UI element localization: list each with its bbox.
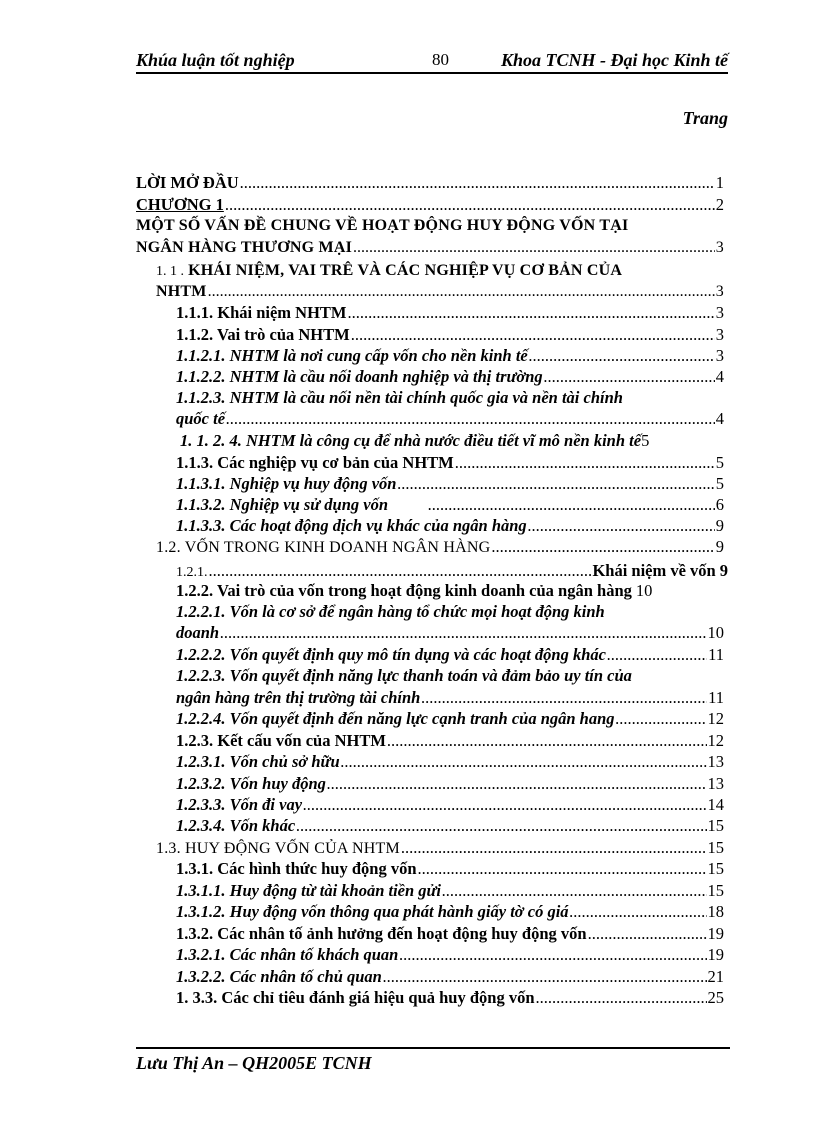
toc-entry[interactable]: doanh ..... 10 (176, 623, 724, 643)
toc-entry[interactable]: 1.1.3.2. Nghiệp vụ sử dụng vốn ..... 6 (176, 495, 724, 515)
toc-entry[interactable]: 1.2.3.4. Vốn khác ..... 15 (176, 816, 724, 836)
toc-entry[interactable]: 1.3.1.1. Huy động từ tài khoản tiền gửi ..... 15 (176, 881, 724, 901)
toc-entry[interactable]: 1.1.1. Khái niệm NHTM ..... 3 (176, 303, 724, 323)
toc-entry[interactable]: NGÂN HÀNG THƯƠNG MẠI ..... 3 (136, 238, 724, 258)
toc-entry[interactable]: 1.2.2.4. Vốn quyết định đến năng lực cạnh tranh của ngân hang ..... 12 (176, 709, 724, 729)
toc-entry[interactable]: 1.1.3.1. Nghiệp vụ huy động vốn ..... 5 (176, 474, 724, 494)
toc-page-column-label: Trang (682, 108, 728, 128)
toc-entry-line1[interactable]: 1.2.2.3. Vốn quyết định năng lực thanh toán và đảm bảo uy tín của (176, 666, 632, 685)
toc-entry[interactable]: 1.1.2. Vai trò của NHTM ..... 3 (176, 325, 724, 345)
toc-entry[interactable]: 1. 1. 2. 4. NHTM là công cụ để nhà nước điều tiết vĩ mô nền kinh tế 5 (180, 431, 650, 450)
toc-entry[interactable]: 1.2.2. Vai trò của vốn trong hoạt động kinh doanh của ngân hàng 10 (176, 581, 653, 600)
toc-entry[interactable]: 1.3.1. Các hình thức huy động vốn ..... 15 (176, 859, 724, 879)
page-footer: Lưu Thị An – QH2005E TCNH (136, 1053, 372, 1073)
toc-entry[interactable]: 1.3.2.2. Các nhân tố chủ quan ..... 21 (176, 967, 724, 987)
toc-entry[interactable]: 1.2.2.2. Vốn quyết định quy mô tín dụng và các hoạt động khác ..... 11 (176, 645, 724, 665)
toc-entry[interactable]: CHƯƠNG 1 ..... 2 (136, 195, 724, 215)
toc-entry[interactable]: ngân hàng trên thị trường tài chính ..... 11 (176, 688, 724, 708)
toc-entry[interactable]: NHTM ..... 3 (156, 282, 724, 302)
toc-entry[interactable]: 1.2.3.3. Vốn đi vay ..... 14 (176, 795, 724, 815)
toc-entry[interactable]: 1.1.3.3. Các hoạt động dịch vụ khác của ngân hàng ..... 9 (176, 516, 724, 536)
toc-entry[interactable]: 1.2.3.1. Vốn chủ sở hữu ..... 13 (176, 752, 724, 772)
toc-entry[interactable]: 1.2.3. Kết cấu vốn của NHTM ..... 12 (176, 731, 724, 751)
toc-entry[interactable]: 1.2.3.2. Vốn huy động ..... 13 (176, 774, 724, 794)
toc-entry[interactable]: 1. 3.3. Các chỉ tiêu đánh giá hiệu quả huy động vốn ..... 25 (176, 988, 724, 1008)
toc-entry-line1[interactable]: 1.1.2.3. NHTM là cầu nối nền tài chính quốc gia và nền tài chính (176, 388, 623, 407)
toc-entry[interactable]: 1.1.2.1. NHTM là nơi cung cấp vốn cho nền kinh tế ..... 3 (176, 346, 724, 366)
page-header (136, 46, 728, 74)
toc-entry[interactable]: 1.3. HUY ĐỘNG VỐN CỦA NHTM ..... 15 (156, 838, 724, 859)
toc-entry-line1[interactable]: 1.2.2.1. Vốn là cơ sở để ngân hàng tổ chức mọi hoạt động kinh (176, 602, 605, 621)
toc-entry[interactable]: 1.3.1.2. Huy động vốn thông qua phát hành giấy tờ có giá ..... 18 (176, 902, 724, 922)
toc-entry[interactable]: LỜI MỞ ĐẦU ..... 1 (136, 173, 724, 193)
toc-entry[interactable]: 1.3.2. Các nhân tố ảnh hưởng đến hoạt động huy động vốn ..... 19 (176, 924, 724, 944)
toc-entry[interactable]: 1.3.2.1. Các nhân tố khách quan ..... 19 (176, 945, 724, 965)
toc-entry[interactable]: 1.2.1. ..... Khái niệm về vốn 9 (176, 561, 728, 583)
toc-entry[interactable]: 1.2. VỐN TRONG KINH DOANH NGÂN HÀNG ..... 9 (156, 537, 724, 558)
toc-entry-line1[interactable]: 1. 1 . KHÁI NIỆM, VAI TRÊ VÀ CÁC NGHIỆP VỤ CƠ BẢN CỦA (156, 262, 623, 279)
footer-divider (136, 1047, 730, 1049)
toc-entry[interactable]: 1.1.2.2. NHTM là cầu nối doanh nghiệp và thị trường ..... 4 (176, 367, 724, 387)
header-thesis-label: Khúa luận tốt nghiệp (136, 50, 295, 70)
header-faculty-label: Khoa TCNH - Đại học Kinh tế (500, 50, 728, 70)
header-page-number: 80 (432, 50, 449, 69)
toc-entry[interactable]: quốc tế ..... 4 (176, 409, 724, 429)
toc-entry-line1[interactable]: MỘT SỐ VẤN ĐỀ CHUNG VỀ HOẠT ĐỘNG HUY ĐỘNG VỐN TẠI (136, 217, 629, 234)
toc-entry[interactable]: 1.1.3. Các nghiệp vụ cơ bản của NHTM ..... 5 (176, 453, 724, 473)
